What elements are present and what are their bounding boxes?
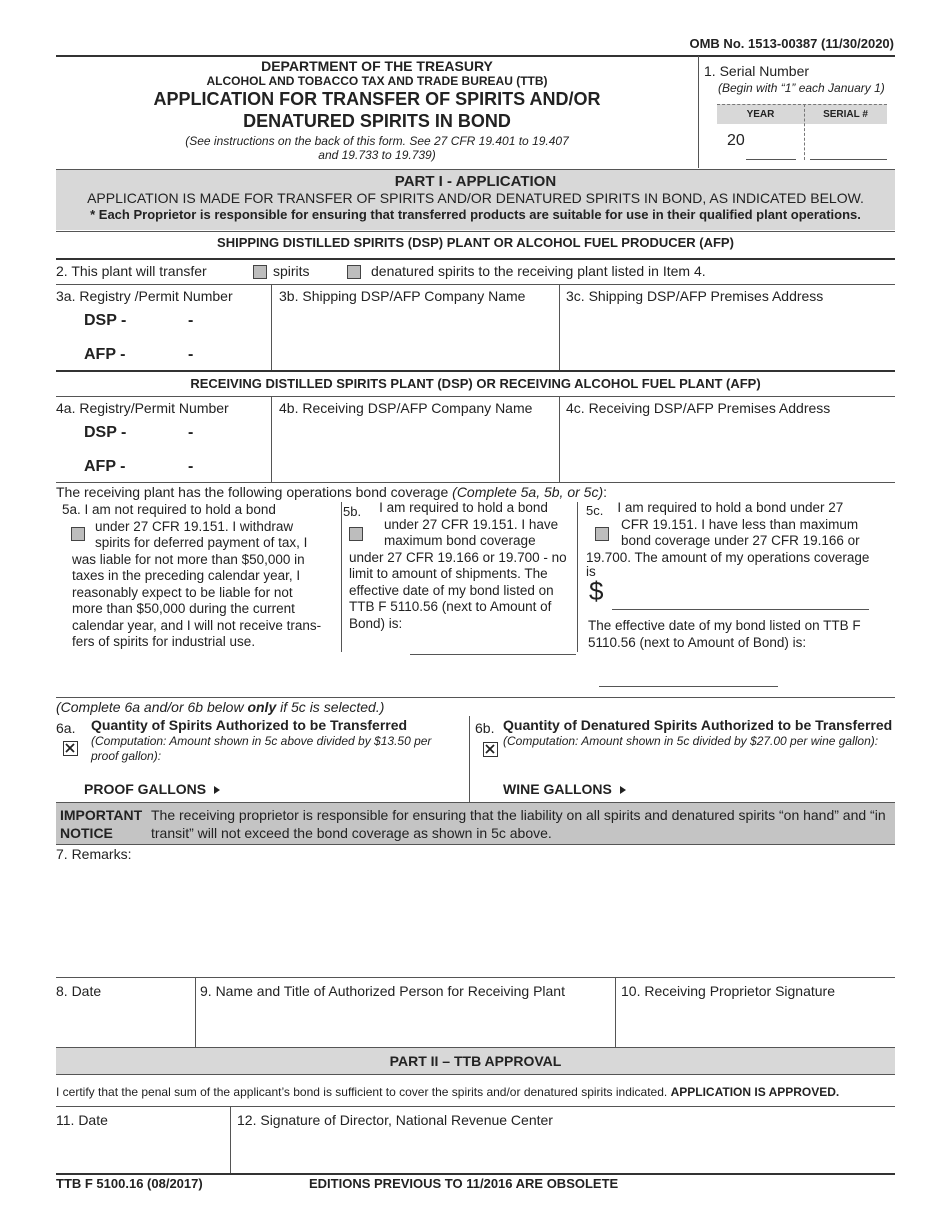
item6-divider [469, 716, 470, 802]
5c-line7: 5110.56 (next to Amount of Bond) is: [588, 634, 807, 650]
5b-line3: maximum bond coverage [384, 533, 536, 548]
item4-divider2 [559, 397, 560, 482]
receiving-afp-dash: - [188, 458, 194, 475]
5a-number: 5a. [62, 502, 81, 517]
serial-header-row [717, 104, 887, 124]
5b-line8: Bond) is: [349, 615, 403, 631]
part1-banner [56, 170, 895, 230]
6b-checkbox[interactable] [483, 742, 498, 757]
spirits-label: spirits [273, 263, 310, 279]
x-mark-icon [64, 742, 76, 754]
6b-number: 6b. [475, 720, 495, 736]
part2-banner [56, 1047, 895, 1075]
5c-line5: is [586, 564, 596, 579]
certification-sentence: I certify that the penal sum of the applicant’s bond is sufficient to cover the spirits and/or denatured spirits indicated. [56, 1085, 668, 1099]
part1-title: PART I - APPLICATION [394, 173, 557, 190]
5b-date-line[interactable] [410, 654, 576, 655]
option-5c [586, 500, 891, 578]
option-5c-checkbox[interactable] [595, 527, 609, 541]
item9-name-label: 9. Name and Title of Authorized Person for Receiving Plant [200, 983, 565, 999]
5a-line5: taxes in the preceding calendar year, I [72, 568, 301, 583]
serial-header: SERIAL # [823, 109, 868, 120]
item8-date-label: 8. Date [56, 983, 102, 999]
6a-number: 6a. [56, 720, 76, 736]
dollar-sign: $ [589, 576, 604, 606]
receiving-heading: RECEIVING DISTILLED SPIRITS PLANT (DSP) OR RECEIVING ALCOHOL FUEL PLANT (AFP) [190, 376, 761, 391]
5c-date-line[interactable] [599, 686, 778, 687]
5c-line4: 19.700. The amount of my operations coverage [586, 549, 870, 565]
part2-rule [56, 1106, 895, 1107]
option-5a [62, 502, 337, 651]
denatured-spirits-checkbox[interactable] [347, 265, 361, 279]
5a-line3: spirits for deferred payment of tax, I [95, 535, 308, 550]
year-header: YEAR [746, 109, 775, 120]
item2-label: 2. This plant will transfer [56, 263, 207, 279]
item6-note-post: if 5c is selected.) [276, 699, 385, 715]
item4b-label: 4b. Receiving DSP/AFP Company Name [279, 400, 533, 416]
part1-line2: * Each Proprietor is responsible for ensuring that transferred products are suitable for use in their qualified plant operations. [90, 207, 861, 222]
part2-title: PART II – TTB APPROVAL [389, 1053, 562, 1069]
bureau-name: ALCOHOL AND TOBACCO TAX AND TRADE BUREAU (TTB) [206, 74, 548, 88]
top-rule [56, 55, 895, 57]
5c-line2: CFR 19.151. I have less than maximum [621, 516, 859, 532]
6a-computation [91, 734, 431, 764]
bond-divider1 [341, 502, 342, 652]
6a-comp-line1: (Computation: Amount shown in 5c above divided by $13.50 per [91, 734, 432, 748]
notice-label [60, 806, 142, 842]
form-header [56, 58, 698, 162]
item4a-label: 4a. Registry/Permit Number [56, 400, 229, 416]
6a-checkbox[interactable] [63, 741, 78, 756]
5c-line1: I am required to hold a bond under 27 [617, 500, 844, 515]
form-title-line2: DENATURED SPIRITS IN BOND [243, 111, 511, 131]
signature-divider2 [615, 978, 616, 1047]
5b-line4: under 27 CFR 19.166 or 19.700 - no [349, 549, 567, 565]
shipping-dsp-prefix: DSP - [84, 312, 127, 329]
notice-text-1: The receiving proprietor is responsible for ensuring that the liability on all spirits and denatured spirits “on hand” and “in [151, 807, 886, 823]
5a-line6: reasonably expect to be liable for not [72, 584, 293, 600]
bottom-rule [56, 1173, 895, 1175]
5c-line3: bond coverage under 27 CFR 19.166 or [621, 533, 860, 548]
form-number: TTB F 5100.16 (08/2017) [56, 1176, 203, 1191]
option-5a-checkbox[interactable] [71, 527, 85, 541]
proof-gallons-label [84, 781, 220, 797]
5b-line5: limit to amount of shipments. The [349, 566, 548, 581]
certification-text [56, 1085, 839, 1099]
bond-intro-text: The receiving plant has the following operations bond coverage [56, 484, 449, 500]
arrow-right-icon [620, 786, 626, 794]
serial-number-note: (Begin with “1” each January 1) [718, 81, 885, 95]
item3-divider2 [559, 285, 560, 370]
5b-line1: I am required to hold a bond [379, 500, 548, 515]
form-title-line1: APPLICATION FOR TRANSFER OF SPIRITS AND/OR [153, 89, 601, 109]
receiving-bottom-rule [56, 482, 895, 483]
remarks-area[interactable] [56, 866, 895, 976]
receiving-rule [56, 396, 895, 397]
year-prefix: 20 [727, 132, 745, 149]
bond-bottom-rule [56, 697, 895, 698]
notice-text [151, 806, 891, 842]
item2-rule [56, 284, 895, 285]
item3-divider1 [271, 285, 272, 370]
item4-divider1 [271, 397, 272, 482]
header-divider [698, 56, 699, 168]
item6-note-pre: (Complete 6a and/or 6b below [56, 699, 248, 715]
bond-intro [56, 484, 607, 500]
5a-line9: fers of spirits for industrial use. [72, 634, 256, 649]
item11-date-label: 11. Date [56, 1112, 108, 1128]
important-notice [56, 802, 895, 845]
wine-gallons-label [503, 781, 626, 797]
5b-line2: under 27 CFR 19.151. I have [384, 516, 559, 532]
spirits-checkbox[interactable] [253, 265, 267, 279]
6b-title: Quantity of Denatured Spirits Authorized to be Transferred [503, 717, 893, 733]
x-mark-icon [484, 743, 496, 755]
arrow-right-icon [214, 786, 220, 794]
serial-input-line[interactable] [810, 159, 887, 160]
5c-amount-line[interactable] [612, 609, 869, 610]
year-input-line[interactable] [746, 159, 796, 160]
item3c-label: 3c. Shipping DSP/AFP Premises Address [566, 288, 824, 304]
remarks-label: 7. Remarks: [56, 846, 132, 862]
receiving-dsp-prefix: DSP - [84, 424, 127, 441]
item4c-label: 4c. Receiving DSP/AFP Premises Address [566, 400, 831, 416]
signature-divider1 [195, 978, 196, 1047]
signature-top-rule [56, 977, 895, 978]
shipping-heading: SHIPPING DISTILLED SPIRITS (DSP) PLANT OR ALCOHOL FUEL PRODUCER (AFP) [217, 235, 734, 250]
5a-line1: I am not required to hold a bond [84, 502, 276, 517]
5a-line7: more than $50,000 during the current [72, 601, 295, 616]
5a-line4: was liable for not more than $50,000 in [72, 551, 305, 567]
5c-number: 5c. [586, 503, 604, 518]
item6-note-only: only [247, 699, 277, 715]
notice-label-2: NOTICE [60, 825, 113, 841]
part1-line1: APPLICATION IS MADE FOR TRANSFER OF SPIRITS AND/OR DENATURED SPIRITS IN BOND, AS INDICATED BELOW. [87, 190, 864, 206]
6a-title: Quantity of Spirits Authorized to be Transferred [91, 717, 408, 733]
option-5b [343, 500, 578, 632]
item6-note [56, 699, 384, 715]
5c-date-text [588, 618, 893, 651]
item3a-label: 3a. Registry /Permit Number [56, 288, 233, 304]
item3b-label: 3b. Shipping DSP/AFP Company Name [279, 288, 526, 304]
6b-computation: (Computation: Amount shown in 5c divided by $27.00 per wine gallon): [503, 734, 879, 748]
receiving-dsp-dash: - [188, 424, 194, 441]
6a-comp-line2: proof gallon): [91, 749, 162, 763]
instructions-line1: (See instructions on the back of this form. See 27 CFR 19.401 to 19.407 [185, 134, 569, 148]
editions-notice: EDITIONS PREVIOUS TO 11/2016 ARE OBSOLETE [309, 1176, 619, 1191]
5b-line6: effective date of my bond listed on [349, 582, 554, 598]
5c-line6: The effective date of my bond listed on TTB F [588, 618, 861, 633]
notice-label-1: IMPORTANT [60, 807, 143, 823]
wine-gallons-text: WINE GALLONS [503, 781, 612, 797]
part2-divider [230, 1107, 231, 1173]
receiving-afp-prefix: AFP - [84, 458, 126, 475]
shipping-dsp-dash: - [188, 312, 194, 329]
proof-gallons-text: PROOF GALLONS [84, 781, 207, 797]
denatured-spirits-label: denatured spirits to the receiving plant listed in Item 4. [371, 263, 706, 279]
item10-signature-label: 10. Receiving Proprietor Signature [621, 983, 836, 999]
5b-line7: TTB F 5110.56 (next to Amount of [349, 599, 552, 614]
department-name: DEPARTMENT OF THE TREASURY [261, 58, 493, 74]
notice-text-2: transit” will not exceed the bond coverage as shown in 5c above. [151, 825, 552, 841]
bond-intro-note: (Complete 5a, 5b, or 5c) [452, 484, 604, 500]
serial-number-label: 1. Serial Number [704, 63, 810, 79]
option-5b-checkbox[interactable] [349, 527, 363, 541]
shipping-bottom-rule [56, 370, 895, 372]
5a-line2: under 27 CFR 19.151. I withdraw [95, 518, 294, 534]
shipping-afp-prefix: AFP - [84, 346, 126, 363]
shipping-afp-dash: - [188, 346, 194, 363]
serial-divider [804, 104, 805, 160]
approved-text: APPLICATION IS APPROVED. [670, 1085, 840, 1099]
shipping-rule [56, 258, 895, 260]
5b-number: 5b. [343, 504, 362, 519]
item12-signature-label: 12. Signature of Director, National Revenue Center [237, 1112, 553, 1128]
instructions-line2: and 19.733 to 19.739) [318, 148, 436, 162]
omb-number: OMB No. 1513-00387 (11/30/2020) [689, 36, 894, 51]
5a-line8: calendar year, and I will not receive trans- [72, 617, 322, 633]
bond-divider2 [577, 502, 578, 652]
part1-bottom-rule [56, 231, 895, 232]
bond-intro-end: : [603, 484, 608, 500]
